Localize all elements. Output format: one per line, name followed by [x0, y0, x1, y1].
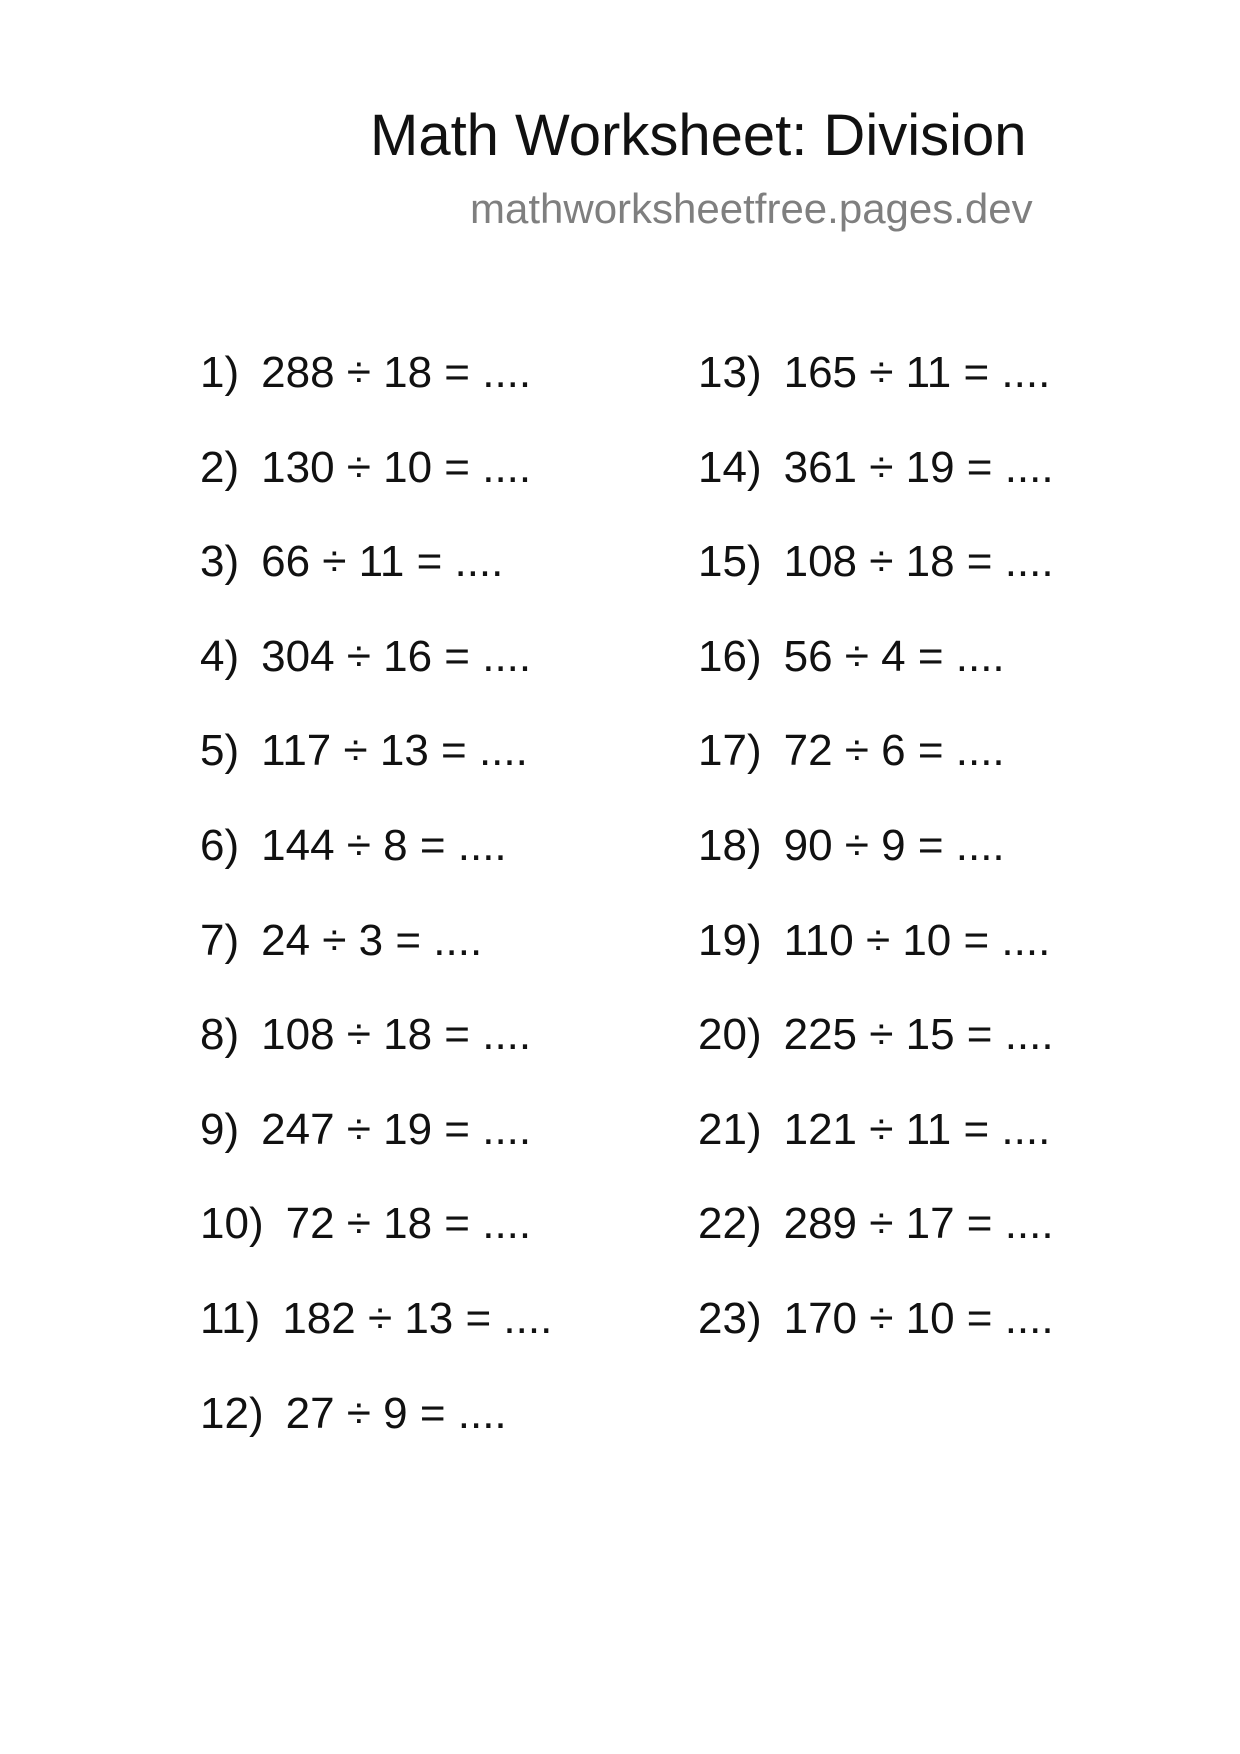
problem-number: 1)	[200, 348, 240, 397]
problem-number: 22)	[698, 1199, 762, 1249]
problem-expression: 165 ÷ 11 = ....	[783, 348, 1051, 397]
division-problem	[698, 441, 1158, 536]
problem-expression: 144 ÷ 8 = ....	[261, 820, 507, 870]
division-problem	[200, 535, 660, 630]
problem-number: 21)	[698, 1104, 762, 1154]
problem-expression: 108 ÷ 18 = ....	[783, 537, 1054, 587]
division-problem	[698, 1008, 1158, 1103]
problem-number: 12)	[200, 1388, 264, 1438]
division-problem	[200, 346, 660, 441]
division-problem	[200, 441, 660, 536]
problem-number: 17)	[698, 726, 762, 776]
division-problem	[698, 1197, 1158, 1292]
problem-expression: 288 ÷ 18 = ....	[261, 348, 532, 397]
problem-number: 14)	[698, 442, 762, 492]
problem-expression: 72 ÷ 6 = ....	[783, 726, 1005, 776]
problem-number: 2)	[200, 442, 240, 492]
problem-number: 4)	[200, 631, 240, 681]
division-problem	[200, 724, 660, 819]
division-problem	[200, 1387, 660, 1482]
problem-number: 7)	[200, 915, 240, 965]
division-problem	[698, 1292, 1158, 1387]
problem-number: 20)	[698, 1010, 762, 1060]
problem-expression: 225 ÷ 15 = ....	[783, 1010, 1054, 1060]
problem-number: 6)	[200, 820, 240, 870]
problem-number: 23)	[698, 1293, 762, 1343]
problem-number: 3)	[200, 537, 240, 587]
division-problem	[698, 914, 1158, 1009]
division-problem	[698, 819, 1158, 914]
division-problem	[200, 914, 660, 1009]
problem-number: 19)	[698, 915, 762, 965]
problem-number: 16)	[698, 631, 762, 681]
division-problem	[698, 535, 1158, 630]
problem-expression: 90 ÷ 9 = ....	[783, 820, 1005, 870]
division-problem	[200, 630, 660, 725]
problem-expression: 130 ÷ 10 = ....	[261, 442, 532, 492]
problem-number: 13)	[698, 348, 762, 397]
problem-expression: 27 ÷ 9 = ....	[285, 1388, 507, 1438]
problem-expression: 110 ÷ 10 = ....	[783, 915, 1051, 965]
problem-number: 8)	[200, 1010, 240, 1060]
problem-expression: 24 ÷ 3 = ....	[261, 915, 483, 965]
problem-expression: 56 ÷ 4 = ....	[783, 631, 1005, 681]
problem-column-right	[698, 346, 1158, 1387]
division-problem	[200, 1103, 660, 1198]
division-problem	[200, 1292, 660, 1387]
problem-column-left	[200, 346, 660, 1481]
problem-number: 11)	[200, 1293, 261, 1343]
problem-expression: 121 ÷ 11 = ....	[783, 1104, 1051, 1154]
division-problem	[698, 724, 1158, 819]
division-problem	[200, 1197, 660, 1292]
problem-expression: 361 ÷ 19 = ....	[783, 442, 1054, 492]
problem-expression: 304 ÷ 16 = ....	[261, 631, 532, 681]
problem-expression: 170 ÷ 10 = ....	[783, 1293, 1054, 1343]
division-problem	[698, 630, 1158, 725]
problem-number: 10)	[200, 1199, 264, 1249]
problem-number: 9)	[200, 1104, 240, 1154]
division-problem	[698, 1103, 1158, 1198]
problem-expression: 182 ÷ 13 = ....	[282, 1293, 553, 1343]
problem-expression: 117 ÷ 13 = ....	[261, 726, 528, 776]
problem-number: 18)	[698, 820, 762, 870]
division-problem	[200, 819, 660, 914]
worksheet-source: mathworksheetfree.pages.dev	[470, 185, 1033, 232]
problem-expression: 108 ÷ 18 = ....	[261, 1010, 532, 1060]
problem-number: 15)	[698, 537, 762, 587]
problem-number: 5)	[200, 726, 240, 776]
division-problem	[200, 1008, 660, 1103]
division-problem	[698, 346, 1158, 441]
problem-expression: 72 ÷ 18 = ....	[285, 1199, 532, 1249]
problem-expression: 289 ÷ 17 = ....	[783, 1199, 1054, 1249]
problem-expression: 66 ÷ 11 = ....	[261, 537, 504, 587]
problem-expression: 247 ÷ 19 = ....	[261, 1104, 532, 1154]
worksheet-title: Math Worksheet: Division	[370, 103, 1027, 168]
